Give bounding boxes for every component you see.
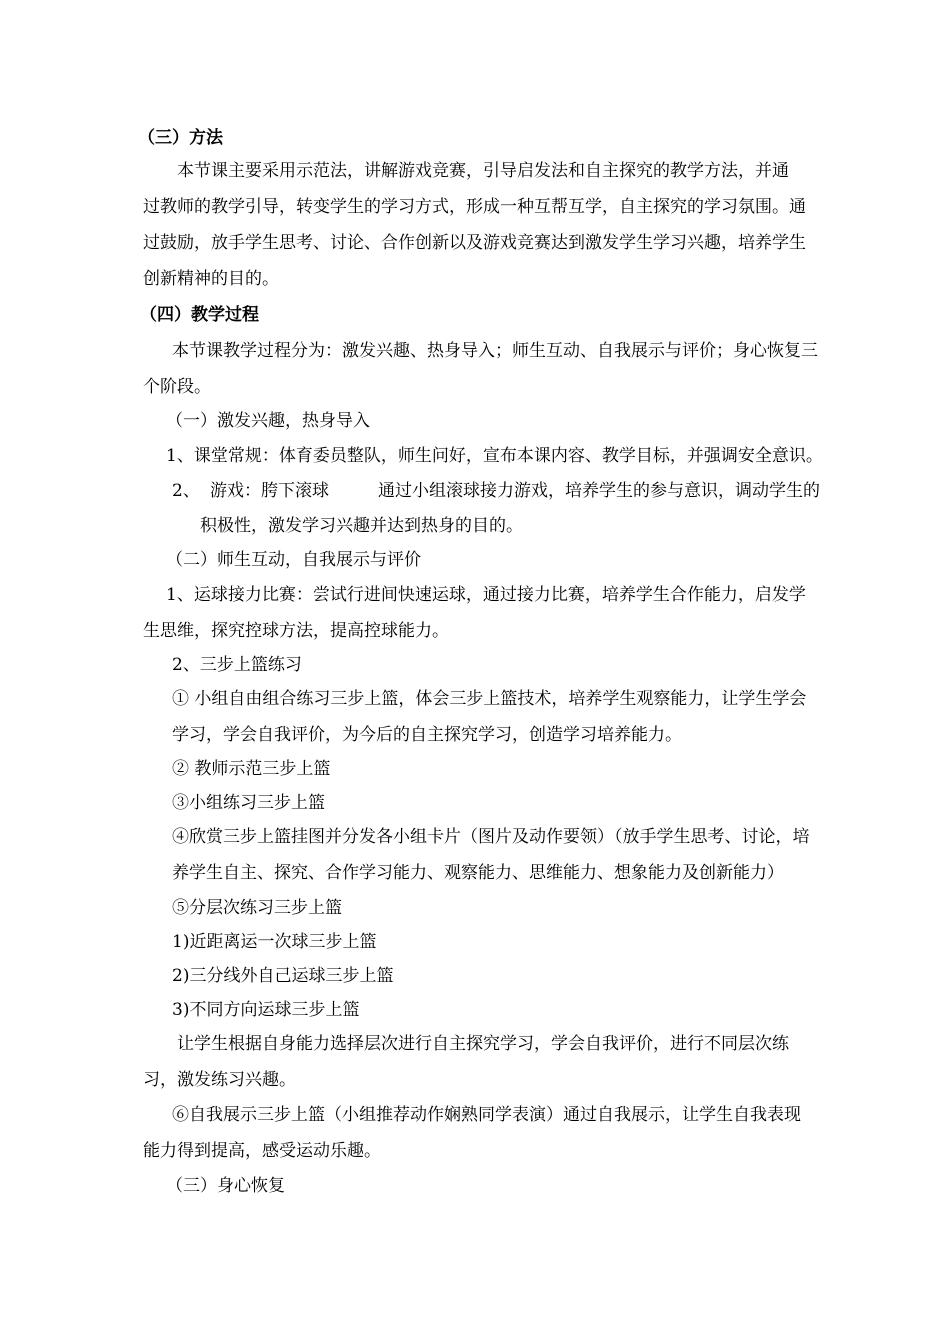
stage-1-game-description-cont: 积极性，激发学习兴趣并达到热身的目的。 [200, 516, 523, 536]
method-heading: （三）方法 [138, 128, 223, 148]
step-item-cont: 养学生自主、探究、合作学习能力、观察能力、思维能力、想象能力及创新能力） [172, 863, 784, 883]
stage-2-item: 1、运球接力比赛：尝试行进间快速运球，通过接力比赛，培养学生合作能力，启发学 [166, 585, 806, 605]
step-item-cont: 能力得到提高，感受运动乐趣。 [143, 1141, 381, 1161]
process-heading: （四）教学过程 [140, 305, 259, 325]
method-paragraph-line: 过教师的教学引导，转变学生的学习方式，形成一种互帮互学，自主探究的学习氛围。通 [143, 197, 806, 217]
stage-2-item: 2、三步上篮练习 [172, 655, 302, 675]
stage-1-game-name: 游戏：胯下滚球 [210, 481, 329, 501]
stage-1-game-description: 通过小组滚球接力游戏，培养学生的参与意识，调动学生的 [378, 481, 820, 501]
stage-2-title: （二）师生互动，自我展示与评价 [166, 550, 421, 570]
stage-1-item-number: 2、 [172, 481, 200, 501]
stage-2-item-cont: 生思维，探究控球方法，提高控球能力。 [143, 621, 449, 641]
step-item: ② 教师示范三步上篮 [172, 759, 331, 779]
level-item: 1)近距离运一次球三步上篮 [172, 932, 377, 952]
level-item: 2)三分线外自己运球三步上篮 [172, 966, 394, 986]
stage-3-title: （三）身心恢复 [166, 1176, 285, 1196]
level-choice-paragraph-cont: 习，激发练习兴趣。 [143, 1070, 296, 1090]
method-paragraph-line: 本节课主要采用示范法，讲解游戏竞赛，引导启发法和自主探究的教学方法，并通 [177, 161, 789, 181]
stage-1-title: （一）激发兴趣，热身导入 [166, 411, 370, 431]
step-item: ⑤分层次练习三步上篮 [172, 898, 342, 918]
method-paragraph-line: 过鼓励，放手学生思考、讨论、合作创新以及游戏竞赛达到激发学生学习兴趣，培养学生 [143, 233, 806, 253]
level-choice-paragraph: 让学生根据自身能力选择层次进行自主探究学习，学会自我评价，进行不同层次练 [177, 1034, 789, 1054]
stage-1-item: 1、课堂常规：体育委员整队，师生问好，宣布本课内容、教学目标，并强调安全意识。 [166, 446, 823, 466]
process-intro-line: 个阶段。 [143, 377, 211, 397]
step-item: ④欣赏三步上篮挂图并分发各小组卡片（图片及动作要领）（放手学生思考、讨论，培 [172, 827, 810, 847]
level-item: 3)不同方向运球三步上篮 [172, 1000, 360, 1020]
process-intro-line: 本节课教学过程分为：激发兴趣、热身导入；师生互动、自我展示与评价；身心恢复三 [172, 341, 818, 361]
step-item-cont: 学习，学会自我评价，为今后的自主探究学习，创造学习培养能力。 [172, 725, 682, 745]
step-item: ⑥自我展示三步上篮（小组推荐动作娴熟同学表演）通过自我展示，让学生自我表现 [172, 1105, 801, 1125]
method-paragraph-line: 创新精神的目的。 [143, 269, 279, 289]
step-item: ① 小组自由组合练习三步上篮，体会三步上篮技术，培养学生观察能力，让学生学会 [172, 689, 807, 709]
step-item: ③小组练习三步上篮 [172, 793, 325, 813]
